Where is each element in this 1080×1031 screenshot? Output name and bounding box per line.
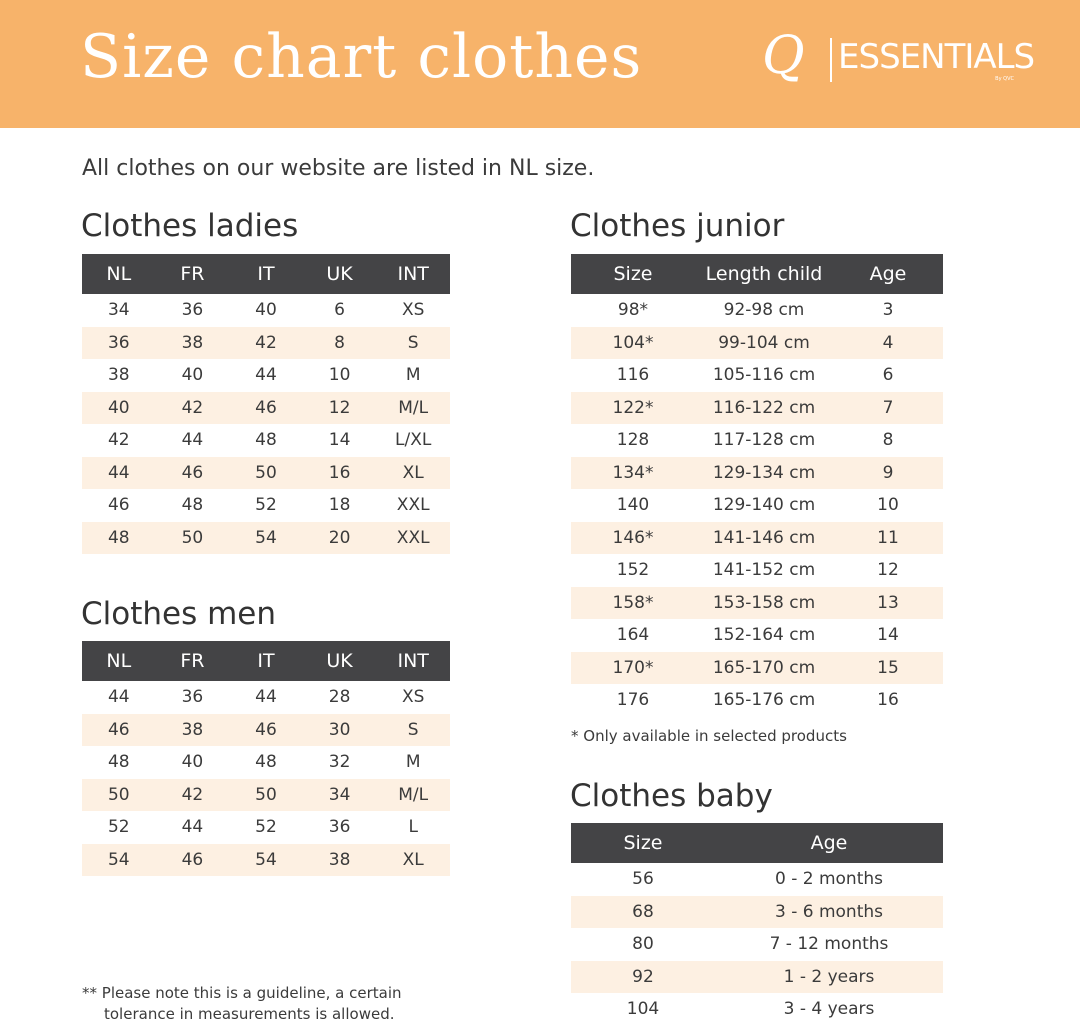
column-header: FR: [156, 254, 230, 294]
table-cell: 153-158 cm: [695, 587, 833, 620]
table-row: [571, 359, 943, 392]
table-cell: 116-122 cm: [695, 392, 833, 425]
table-cell: 42: [107, 430, 130, 451]
table-cell: 104*: [571, 327, 695, 360]
table-cell: 8: [882, 430, 894, 451]
table-cell: 134*: [571, 457, 695, 490]
table-cell: 3 - 4 years: [783, 999, 875, 1020]
table-cell: 38: [156, 327, 230, 360]
table-cell: 99-104 cm: [695, 327, 833, 360]
table-cell: 44: [107, 687, 130, 708]
table-row: [571, 619, 943, 652]
table-cell: 52: [255, 817, 277, 838]
table-cell: 141-146 cm: [695, 522, 833, 555]
table-cell: 170*: [571, 652, 695, 685]
table-cell: 46: [156, 844, 230, 877]
table-cell: 36: [181, 687, 204, 708]
column-header: INT: [376, 254, 450, 294]
table-cell: XL: [376, 844, 450, 877]
table-row: [82, 522, 450, 555]
table-row: [571, 489, 943, 522]
column-header: FR: [156, 641, 230, 681]
column-header: IT: [229, 641, 303, 681]
table-cell: 38: [156, 714, 230, 747]
column-header: NL: [82, 254, 156, 294]
size-table-junior: [571, 254, 943, 717]
table-cell: 50: [229, 779, 303, 812]
table-cell: XXL: [396, 495, 430, 516]
table-cell: 3: [882, 300, 894, 321]
table-row: [571, 961, 943, 994]
table-cell: 48: [107, 752, 130, 773]
table-cell: 36: [181, 300, 204, 321]
table-cell: 36: [328, 817, 351, 838]
table-cell: 44: [181, 430, 204, 451]
table-row: [82, 327, 450, 360]
table-cell: M: [405, 365, 421, 386]
table-cell: 10: [877, 495, 899, 516]
table-row: [571, 554, 943, 587]
table-cell: 98*: [617, 300, 649, 321]
table-row: [82, 489, 450, 522]
table-cell: 14: [328, 430, 351, 451]
column-header: Size: [571, 823, 715, 863]
table-cell: 40: [181, 752, 204, 773]
table-cell: S: [376, 327, 450, 360]
logo-text: ESSENTIALS: [838, 37, 1035, 77]
table-cell: 50: [229, 457, 303, 490]
column-header: Length child: [695, 254, 833, 294]
table-cell: 44: [255, 687, 277, 708]
table-cell: M/L: [376, 779, 450, 812]
page-title: Size chart clothes: [80, 22, 643, 92]
table-cell: 44: [255, 365, 277, 386]
table-cell: 129-134 cm: [695, 457, 833, 490]
table-cell: 104: [626, 999, 660, 1020]
table-cell: 54: [82, 844, 156, 877]
intro-text: All clothes on our website are listed in NL size.: [82, 156, 595, 181]
table-cell: 48: [255, 430, 277, 451]
table-row: [82, 746, 450, 779]
table-cell: 7 - 12 months: [769, 934, 889, 955]
table-row: [82, 714, 450, 747]
table-cell: 38: [303, 844, 377, 877]
table-cell: XS: [401, 687, 425, 708]
table-cell: 128: [616, 430, 650, 451]
table-cell: 68: [571, 896, 715, 929]
table-row: [571, 993, 943, 1026]
table-cell: 12: [877, 560, 899, 581]
table-cell: 8: [303, 327, 377, 360]
section-title-ladies: Clothes ladies: [81, 208, 299, 244]
table-cell: 46: [82, 714, 156, 747]
table-row: [82, 424, 450, 457]
table-cell: 52: [107, 817, 130, 838]
table-row: [82, 294, 450, 327]
table-cell: 9: [833, 457, 943, 490]
table-cell: 105-116 cm: [712, 365, 816, 386]
table-cell: 50: [156, 522, 230, 555]
table-cell: 164: [616, 625, 650, 646]
column-header: IT: [229, 254, 303, 294]
table-cell: 116: [616, 365, 650, 386]
table-row: [571, 652, 943, 685]
column-header: UK: [303, 641, 377, 681]
table-row: [571, 522, 943, 555]
table-cell: 80: [632, 934, 654, 955]
table-cell: 32: [328, 752, 351, 773]
table-header-row: [82, 641, 450, 681]
disclaimer-line-1: ** Please note this is a guideline, a certain: [82, 984, 402, 1002]
table-cell: 12: [303, 392, 377, 425]
table-cell: 46: [229, 392, 303, 425]
table-row: [571, 392, 943, 425]
brand-logo: [762, 26, 1035, 90]
table-cell: XL: [376, 457, 450, 490]
table-cell: 176: [616, 690, 650, 711]
table-cell: L/XL: [395, 430, 432, 451]
table-cell: XXL: [376, 522, 450, 555]
table-row: [571, 457, 943, 490]
column-header: Age: [833, 254, 943, 294]
table-header-row: [571, 254, 943, 294]
table-cell: 34: [107, 300, 130, 321]
column-header: NL: [82, 641, 156, 681]
table-cell: 52: [255, 495, 277, 516]
table-cell: 20: [303, 522, 377, 555]
table-row: [571, 294, 943, 327]
table-cell: 129-140 cm: [712, 495, 816, 516]
table-row: [82, 844, 450, 877]
table-cell: 40: [181, 365, 204, 386]
column-header: UK: [303, 254, 377, 294]
logo-mark: Q: [762, 26, 805, 86]
header-banner: [0, 0, 1080, 128]
table-cell: 36: [82, 327, 156, 360]
table-cell: 3 - 6 months: [715, 896, 943, 929]
table-row: [82, 392, 450, 425]
table-cell: 54: [229, 844, 303, 877]
table-cell: 50: [82, 779, 156, 812]
table-row: [571, 928, 943, 961]
table-cell: 11: [833, 522, 943, 555]
table-cell: 4: [833, 327, 943, 360]
table-cell: 56: [632, 869, 654, 890]
table-cell: 42: [156, 392, 230, 425]
disclaimer-line-2: tolerance in measurements is allowed.: [104, 1005, 395, 1023]
table-cell: 0 - 2 months: [774, 869, 883, 890]
table-cell: 46: [156, 457, 230, 490]
section-title-baby: Clothes baby: [570, 778, 773, 814]
disclaimer-note: [82, 983, 402, 1025]
size-table-baby: [571, 823, 943, 1026]
table-cell: 44: [181, 817, 204, 838]
table-row: [82, 359, 450, 392]
column-header: INT: [376, 641, 450, 681]
table-row: [571, 327, 943, 360]
table-cell: 16: [877, 690, 899, 711]
table-cell: 1 - 2 years: [715, 961, 943, 994]
table-cell: XS: [401, 300, 425, 321]
table-row: [82, 681, 450, 714]
table-row: [571, 896, 943, 929]
table-cell: 48: [181, 495, 204, 516]
table-cell: 18: [328, 495, 351, 516]
table-cell: 165-170 cm: [695, 652, 833, 685]
table-cell: 38: [107, 365, 130, 386]
table-cell: 6: [334, 300, 345, 321]
table-cell: 40: [255, 300, 277, 321]
table-cell: 122*: [571, 392, 695, 425]
table-cell: 152: [616, 560, 650, 581]
table-cell: 34: [303, 779, 377, 812]
table-cell: 158*: [571, 587, 695, 620]
table-cell: 141-152 cm: [712, 560, 816, 581]
table-cell: S: [376, 714, 450, 747]
table-cell: 6: [882, 365, 894, 386]
table-cell: 165-176 cm: [712, 690, 816, 711]
table-cell: 152-164 cm: [712, 625, 816, 646]
size-table-ladies: [82, 254, 450, 554]
table-row: [82, 779, 450, 812]
table-cell: 46: [107, 495, 130, 516]
table-cell: 46: [229, 714, 303, 747]
table-cell: 42: [229, 327, 303, 360]
table-cell: L: [408, 817, 418, 838]
table-cell: 117-128 cm: [712, 430, 816, 451]
section-title-junior: Clothes junior: [570, 208, 785, 244]
logo-subtext: By QVC: [995, 76, 1014, 82]
table-cell: 42: [156, 779, 230, 812]
table-cell: 140: [616, 495, 650, 516]
table-row: [571, 684, 943, 717]
table-cell: 54: [229, 522, 303, 555]
table-cell: 13: [833, 587, 943, 620]
table-header-row: [571, 823, 943, 863]
table-cell: 30: [303, 714, 377, 747]
column-header: Size: [571, 254, 695, 294]
table-cell: 15: [833, 652, 943, 685]
table-cell: 92: [571, 961, 715, 994]
table-cell: 28: [328, 687, 351, 708]
table-cell: 44: [82, 457, 156, 490]
junior-footnote: * Only available in selected products: [571, 727, 847, 745]
table-cell: 48: [82, 522, 156, 555]
table-cell: 146*: [571, 522, 695, 555]
table-row: [571, 587, 943, 620]
size-table-men: [82, 641, 450, 876]
table-header-row: [82, 254, 450, 294]
table-row: [571, 863, 943, 896]
table-cell: 92-98 cm: [723, 300, 805, 321]
section-title-men: Clothes men: [81, 596, 277, 632]
table-cell: 10: [328, 365, 351, 386]
table-cell: 14: [877, 625, 899, 646]
table-cell: M: [405, 752, 421, 773]
table-row: [82, 811, 450, 844]
column-header: Age: [715, 823, 943, 863]
table-cell: 40: [82, 392, 156, 425]
logo-divider: [830, 38, 832, 82]
table-row: [571, 424, 943, 457]
table-cell: 7: [833, 392, 943, 425]
table-cell: 48: [255, 752, 277, 773]
table-cell: 16: [303, 457, 377, 490]
table-row: [82, 457, 450, 490]
table-cell: M/L: [376, 392, 450, 425]
